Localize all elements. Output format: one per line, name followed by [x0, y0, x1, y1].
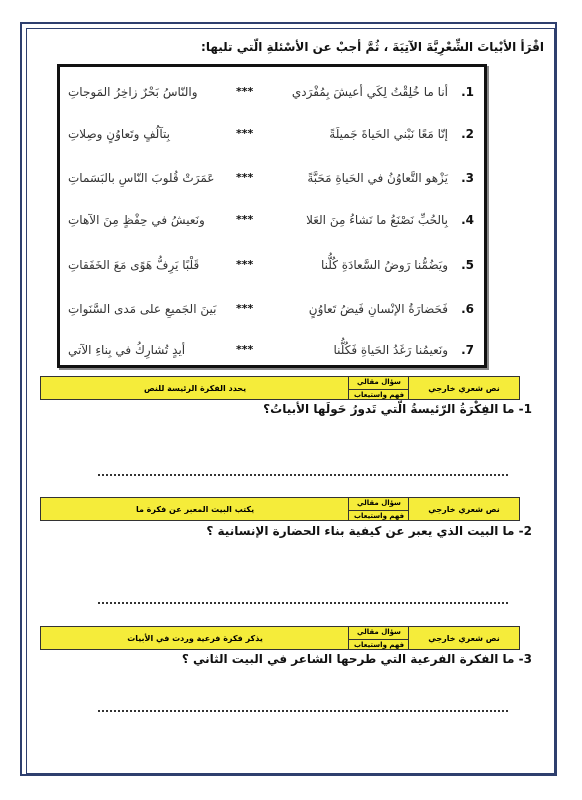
question-info-strip: [40, 626, 520, 650]
verse-number: 2.: [461, 127, 474, 141]
instruction-text: اقْرَأ الأبْياتَ الشِّعْرِيَّةَ الآتِيَةَ ، ثُمَّ أجبْ عن الأسْئلةِ الّتي تليها:: [201, 40, 544, 54]
verse-row: [60, 81, 484, 107]
text-type-cell: نص شعري خارجي: [408, 377, 519, 399]
verse-row: [60, 298, 484, 324]
question-info-strip: [40, 376, 520, 400]
verse-separator: ***: [236, 302, 254, 315]
verse-row: [60, 123, 484, 149]
question-text: 1- ما الفِكْرَةُ الرّئيسةُ الّتي تَدورُ حَولَها الأبياتُ؟: [263, 402, 532, 416]
verse-second-half: أيدٍ تُشارِكُ في بِناءِ الآتي: [68, 343, 186, 357]
verse-separator: ***: [236, 85, 254, 98]
verse-first-half: يَزْهو التَّعاوُنُ في الحَياةِ مَحَبَّةً: [307, 171, 448, 185]
question-kind-cell: [348, 627, 409, 649]
verse-row: [60, 209, 484, 235]
verse-row: [60, 167, 484, 193]
skill-objective-cell: يكتب البيت المعبر عن فكرة ما: [135, 504, 255, 514]
verse-row: [60, 254, 484, 280]
question-kind-label: سؤال مقالي: [357, 628, 401, 636]
skill-domain-label: فهم واستيعاب: [349, 510, 409, 520]
text-type-cell: نص شعري خارجي: [408, 498, 519, 520]
verse-second-half: والنّاسُ بَحْرٌ زاخِرُ المَوجاتِ: [68, 85, 198, 99]
verse-separator: ***: [236, 213, 254, 226]
verse-first-half: أنا ما خُلِقْتُ لِكَي أعيشَ بِمُفْرَدي: [291, 85, 448, 99]
question-info-strip: [40, 497, 520, 521]
verse-first-half: إنّا مَعًا نَبْني الحَياةَ جَميلَةً: [329, 127, 448, 141]
verse-second-half: ونَعيشُ في حِفْظٍ مِنَ الآهاتِ: [68, 213, 205, 227]
question-text: 2- ما البيت الذي يعبر عن كيفية بناء الحضارة الإنسانية ؟: [206, 524, 532, 538]
answer-line[interactable]: [98, 472, 508, 476]
verse-separator: ***: [236, 127, 254, 140]
skill-domain-label: فهم واستيعاب: [349, 389, 409, 399]
question-kind-cell: [348, 377, 409, 399]
verse-number: 7.: [461, 343, 474, 357]
question-kind-cell: [348, 498, 409, 520]
verse-second-half: بِتآلُفٍ وتَعاوُنٍ وصِلاتِ: [68, 127, 170, 141]
poem-box: [57, 64, 487, 368]
question-kind-label: سؤال مقالي: [357, 378, 401, 386]
verse-number: 6.: [461, 302, 474, 316]
verse-number: 1.: [461, 85, 474, 99]
verse-row: [60, 339, 484, 365]
answer-line[interactable]: [98, 708, 508, 712]
skill-domain-label: فهم واستيعاب: [349, 639, 409, 649]
verse-separator: ***: [236, 171, 254, 184]
verse-first-half: بِالحُبِّ نَصْنَعُ ما نَشاءُ مِنَ العَلا: [306, 213, 448, 227]
verse-separator: ***: [236, 258, 254, 271]
verse-second-half: بَينَ الجَميعِ على مَدى السَّنَواتِ: [68, 302, 217, 316]
skill-objective-cell: يذكر فكرة فرعية وردت في الأبيات: [127, 633, 263, 643]
skill-objective-cell: يحدد الفكرة الرئيسة للنص: [143, 383, 247, 393]
verse-second-half: قَلْبًا يَرِفُّ هَوًى مَعَ الخَفَقاتِ: [68, 258, 200, 272]
verse-number: 5.: [461, 258, 474, 272]
verse-first-half: فَحَضارَةُ الإنْسانِ فَيضُ تَعاوُنٍ: [308, 302, 448, 316]
verse-first-half: ونَعيمُنا رَغَدُ الحَياةِ فَكُلُّنا: [333, 343, 448, 357]
verse-first-half: ويَضُمُّنا رَوضُ السَّعادَةِ كُلُّنا: [320, 258, 448, 272]
text-type-cell: نص شعري خارجي: [408, 627, 519, 649]
verse-separator: ***: [236, 343, 254, 356]
verse-number: 4.: [461, 213, 474, 227]
verse-second-half: عَمَرَتْ قُلوبَ النّاسِ بالبَسَماتِ: [68, 171, 215, 185]
verse-number: 3.: [461, 171, 474, 185]
answer-line[interactable]: [98, 600, 508, 604]
question-text: 3- ما الفكرة الفرعية التي طرحها الشاعر في البيت الثاني ؟: [181, 652, 532, 666]
question-kind-label: سؤال مقالي: [357, 499, 401, 507]
